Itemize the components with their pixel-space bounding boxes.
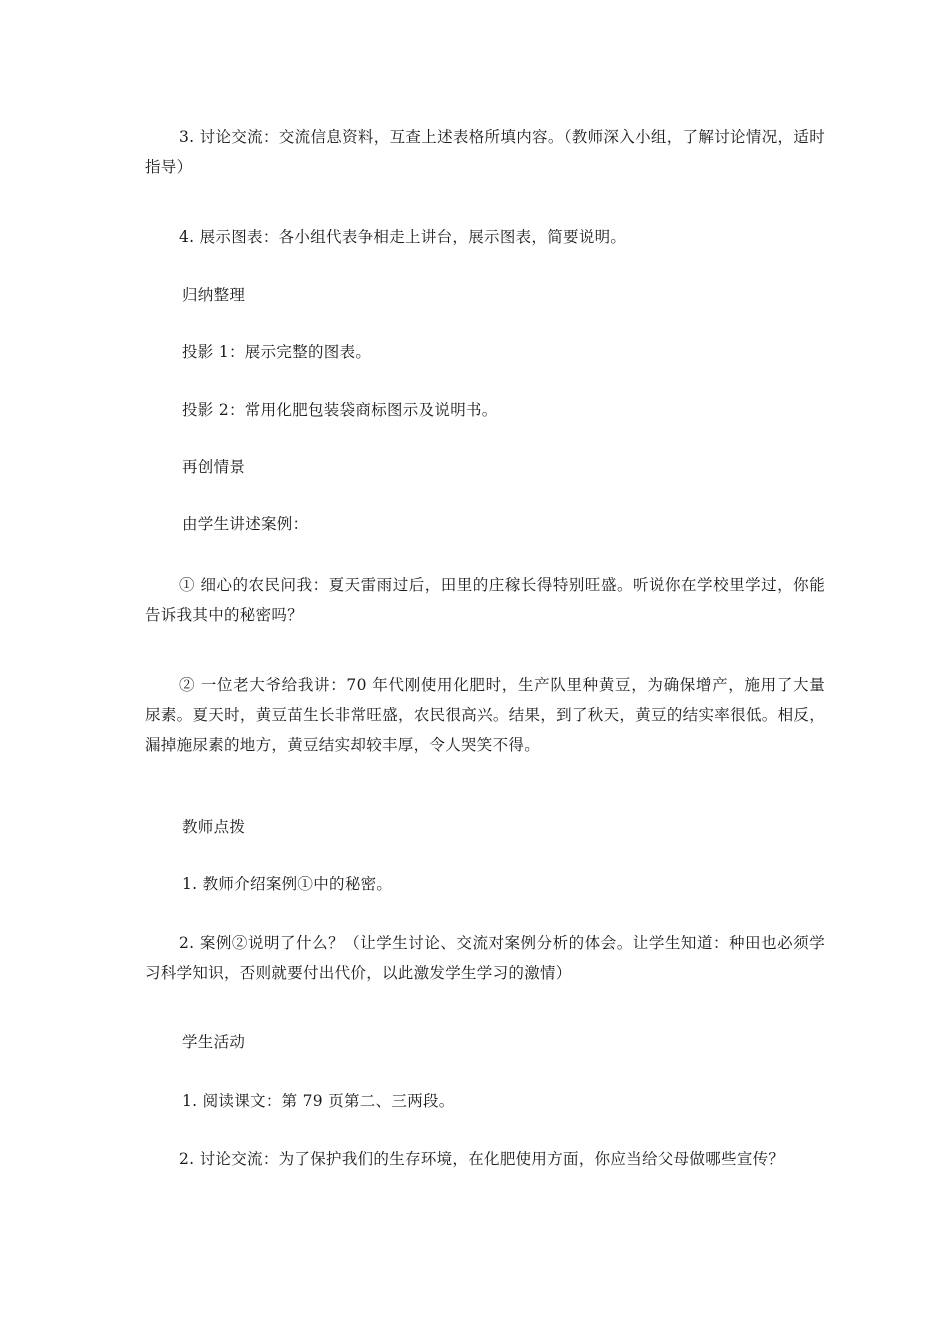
- paragraph-discussion-exchange: 3. 讨论交流：交流信息资料，互查上述表格所填内容。（教师深入小组，了解讨论情况，适时指导）: [145, 128, 825, 176]
- paragraph-projection-2: 投影 2：常用化肥包装袋商标图示及说明书。: [182, 401, 498, 419]
- paragraph-activity-2: 2. 讨论交流：为了保护我们的生存环境，在化肥使用方面，你应当给父母做哪些宣传？: [179, 1150, 785, 1168]
- paragraph-projection-1: 投影 1：展示完整的图表。: [182, 343, 372, 361]
- paragraph-case-2: ② 一位老大爷给我讲：70 年代刚使用化肥时，生产队里种黄豆，为确保增产，施用了大量尿素。夏天时，黄豆苗生长非常旺盛，农民很高兴。结果，到了秋天，黄豆的结实率很低。相反，漏掉施尿素的地方，黄豆结实却较丰厚，令人哭笑不得。: [145, 676, 825, 754]
- paragraph-guidance-2: 2. 案例②说明了什么？（让学生讨论、交流对案例分析的体会。让学生知道：种田也必须学习科学知识，否则就要付出代价，以此激发学生学习的激情）: [145, 934, 825, 982]
- section-heading-scenario: 再创情景: [182, 458, 246, 476]
- paragraph-show-charts: 4. 展示图表：各小组代表争相走上讲台，展示图表，简要说明。: [179, 228, 627, 246]
- section-heading-teacher-guidance: 教师点拨: [182, 818, 246, 836]
- paragraph-guidance-1: 1. 教师介绍案例①中的秘密。: [182, 875, 393, 893]
- section-heading-summary: 归纳整理: [182, 286, 246, 304]
- paragraph-case-1: ① 细心的农民问我：夏天雷雨过后，田里的庄稼长得特别旺盛。听说你在学校里学过，你能告诉我其中的秘密吗？: [145, 576, 825, 624]
- paragraph-student-cases-intro: 由学生讲述案例：: [182, 515, 309, 533]
- section-heading-student-activity: 学生活动: [182, 1033, 246, 1051]
- paragraph-activity-1: 1. 阅读课文：第 79 页第二、三两段。: [182, 1092, 455, 1110]
